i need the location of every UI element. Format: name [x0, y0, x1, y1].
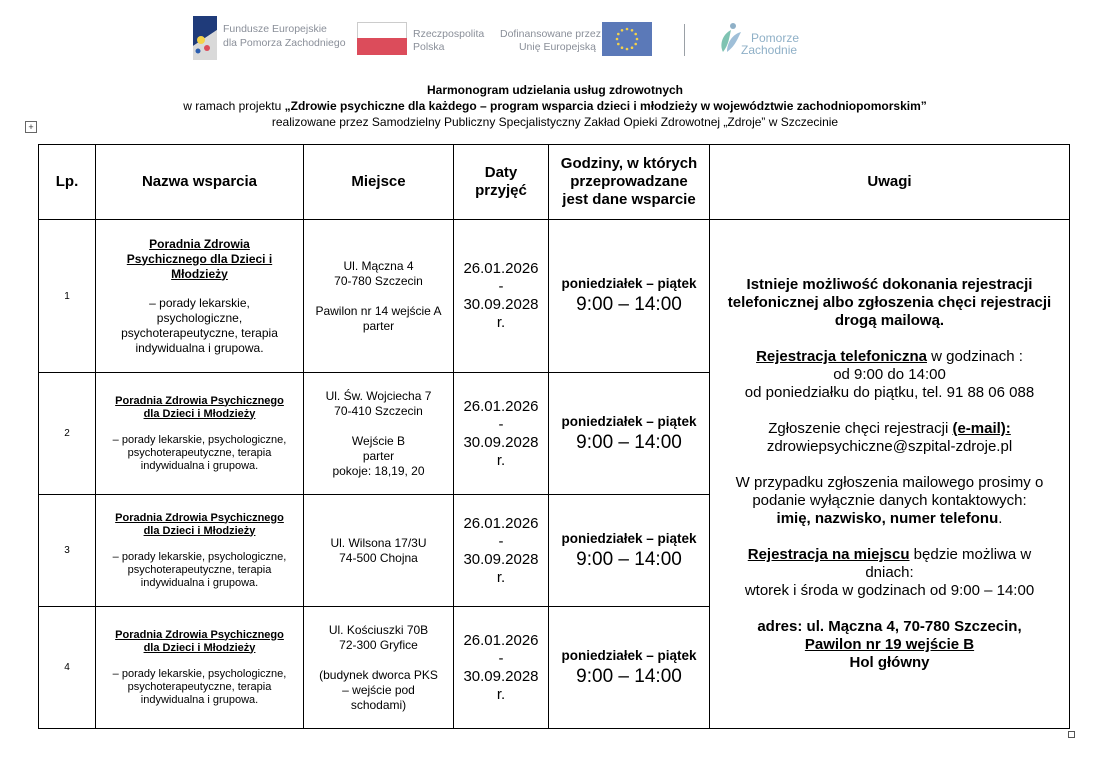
eu-flag-icon [602, 22, 652, 56]
place-line: (budynek dworca PKS [319, 667, 438, 682]
polish-flag-icon [357, 22, 407, 54]
weekdays: poniedziałek – piątek [561, 276, 697, 291]
clinic-name-line: dla Dzieci i Młodzieży [143, 641, 256, 654]
header-dates [454, 145, 549, 220]
hours-cell [549, 607, 710, 729]
date-start: 26.01.2026 [463, 631, 539, 649]
project-prefix: w ramach projektu [183, 99, 285, 113]
place-line: 74-500 Chojna [339, 550, 418, 565]
service-description-line: psychoterapeutyczne, terapia [127, 563, 272, 576]
date-end: 30.09.2028 [463, 550, 539, 568]
table-row [39, 220, 1070, 373]
fundusze-europejskie-mark-icon [193, 16, 217, 60]
place-line: pokoje: 18,19, 20 [332, 463, 425, 478]
place-cell [304, 373, 454, 495]
place-line: Ul. Św. Wojciecha 7 [325, 388, 432, 403]
place-cell [304, 607, 454, 729]
date-end: 30.09.2028 [463, 296, 539, 313]
hours-range: 9:00 – 14:00 [576, 431, 682, 453]
logo-divider [684, 24, 685, 56]
phone-registration-label: Rejestracja telefoniczna [756, 348, 927, 365]
row-number: 2 [39, 373, 96, 495]
header-name: Nazwa wsparcia [96, 145, 304, 220]
service-description-line: psychoterapeutyczne, terapia [127, 446, 272, 459]
place-line: Ul. Mączna 4 [343, 258, 414, 273]
date-start: 26.01.2026 [463, 514, 539, 532]
weekdays: poniedziałek – piątek [561, 647, 697, 663]
header-hours-line: jest dane wsparcie [562, 191, 696, 208]
onsite-registration-suffix: będzie możliwa w [909, 546, 1032, 563]
phone-registration-suffix: w godzinach : [927, 348, 1023, 365]
address-line: Hol główny [849, 654, 930, 671]
header-dates-line: przyjęć [475, 182, 527, 199]
clinic-name [100, 512, 299, 538]
support-name-cell [96, 220, 304, 373]
header-hours-line: Godziny, w których [560, 155, 698, 172]
service-description-line: – porady lekarskie, psychologiczne, [112, 667, 287, 680]
notes-intro-line: drogą mailową. [834, 312, 945, 329]
onsite-registration-heading [714, 546, 1065, 564]
fe-logo-line2: dla Pomorza Zachodniego [223, 37, 346, 49]
ue-logo-line2: Unię Europejską [518, 41, 596, 53]
support-name-cell [96, 607, 304, 729]
email-address[interactable]: zdrowiepsychiczne@szpital-zdroje.pl [766, 438, 1013, 455]
onsite-line: dniach: [865, 564, 914, 581]
date-start: 26.01.2026 [463, 260, 539, 277]
date-suffix: r. [496, 451, 506, 469]
email-note-line: W przypadku zgłoszenia mailowego prosimy o [735, 474, 1044, 491]
place-line: Ul. Kościuszki 70B [328, 622, 429, 637]
service-description-line: indywidualna i grupowa. [135, 340, 264, 355]
address-line: Pawilon nr 19 wejście B [804, 636, 975, 653]
table-resize-handle-icon[interactable] [1068, 731, 1075, 738]
service-description-line: – porady lekarskie, [149, 295, 250, 310]
row-number: 4 [39, 607, 96, 729]
hours-range: 9:00 – 14:00 [576, 665, 682, 687]
place-line: – wejście pod [342, 682, 415, 697]
header-lp: Lp. [39, 145, 96, 220]
place-line: parter [362, 448, 395, 463]
service-description [100, 551, 299, 590]
place-line: schodami) [350, 697, 407, 712]
phone-days: od poniedziałku do piątku, tel. 91 88 06 088 [744, 384, 1035, 401]
onsite-registration-label: Rejestracja na miejscu [747, 546, 910, 563]
rp-logo-line2: Polska [413, 41, 445, 53]
date-suffix: r. [496, 568, 506, 586]
date-separator: - [498, 532, 504, 550]
date-end: 30.09.2028 [463, 433, 539, 451]
place-line: 72-300 Gryfice [339, 637, 418, 652]
pz-logo-line2: Zachodnie [741, 43, 798, 57]
date-suffix: r. [496, 685, 506, 703]
service-description-line: psychoterapeutyczne, terapia [121, 325, 278, 340]
place-line: Pawilon nr 14 wejście A [315, 303, 442, 318]
ue-logo-line1: Dofinansowane przez [500, 28, 601, 40]
table-header-row [39, 145, 1070, 220]
pomorze-zachodnie-mark-icon [717, 22, 743, 56]
service-description-line: psychoterapeutyczne, terapia [127, 680, 272, 693]
email-registration-heading [714, 420, 1065, 438]
address-line: adres: ul. Mączna 4, 70-780 Szczecin, [757, 618, 1022, 635]
email-fields-line [714, 510, 1065, 528]
document-heading [0, 82, 1110, 130]
unia-europejska-logo [500, 22, 660, 62]
fe-logo-line1: Fundusze Europejskie [223, 23, 327, 35]
notes-intro-line: telefonicznej albo zgłoszenia chęci rejestracji [727, 294, 1052, 311]
clinic-name-line: Poradnia Zdrowia Psychicznego [115, 628, 284, 641]
header-dates-line: Daty [484, 164, 518, 181]
place-line: parter [362, 318, 395, 333]
clinic-name-line: Psychicznego dla Dzieci i [126, 251, 273, 266]
clinic-name [100, 237, 299, 282]
clinic-name-line: Poradnia Zdrowia [149, 236, 250, 251]
clinic-name-line: Poradnia Zdrowia Psychicznego [115, 511, 284, 524]
hours-cell [549, 495, 710, 607]
pomorze-zachodnie-logo [717, 22, 807, 62]
place-cell [304, 495, 454, 607]
place-line: 70-410 Szczecin [334, 403, 423, 418]
clinic-name [100, 395, 299, 421]
weekdays: poniedziałek – piątek [561, 413, 697, 429]
rp-logo-line1: Rzeczpospolita [413, 28, 485, 40]
clinic-name [100, 629, 299, 655]
logo-bar [0, 0, 1110, 70]
notes-intro [714, 276, 1065, 330]
date-start: 26.01.2026 [463, 397, 539, 415]
service-description [100, 434, 299, 473]
document-title: Harmonogram udzielania usług zdrowotnych [426, 83, 684, 97]
implementer-line: realizowane przez Samodzielny Publiczny Specjalistyczny Zakład Opieki Zdrowotnej „Zdroje” w Szczecinie [271, 115, 839, 129]
phone-hours: od 9:00 do 14:00 [833, 366, 946, 383]
hours-range: 9:00 – 14:00 [576, 548, 682, 570]
date-suffix: r. [496, 314, 506, 331]
schedule-table [38, 144, 1070, 729]
email-fields: imię, nazwisko, numer telefonu [776, 510, 999, 527]
phone-registration-heading [714, 348, 1065, 366]
project-name: „Zdrowie psychiczne dla każdego – program wsparcia dzieci i młodzieży w województwie zachodniopomorskim” [284, 99, 927, 113]
place-spacer [308, 419, 449, 434]
clinic-name-line: Młodzieży [171, 266, 228, 281]
support-name-cell [96, 495, 304, 607]
service-description-line: indywidualna i grupowa. [140, 459, 259, 472]
dates-cell [454, 373, 549, 495]
service-description [100, 668, 299, 707]
onsite-line: wtorek i środa w godzinach od 9:00 – 14:00 [744, 582, 1035, 599]
header-place: Miejsce [304, 145, 454, 220]
service-description-line: – porady lekarskie, psychologiczne, [112, 433, 287, 446]
notes-cell [710, 220, 1070, 729]
dates-cell [454, 220, 549, 373]
place-spacer [308, 653, 449, 668]
place-line: 70-780 Szczecin [334, 273, 423, 288]
place-line: Ul. Wilsona 17/3U [330, 535, 427, 550]
clinic-name-line: dla Dzieci i Młodzieży [143, 524, 256, 537]
date-end: 30.09.2028 [463, 667, 539, 685]
dates-cell [454, 495, 549, 607]
hours-cell [549, 220, 710, 373]
clinic-name-line: Poradnia Zdrowia Psychicznego [115, 394, 284, 407]
service-description-line: indywidualna i grupowa. [140, 693, 259, 706]
dates-cell [454, 607, 549, 729]
service-description-line: – porady lekarskie, psychologiczne, [112, 550, 287, 563]
pz-logo-line1: Pomorze [751, 31, 800, 45]
service-description-line: psychologiczne, [156, 310, 243, 325]
fundusze-europejskie-logo [193, 16, 346, 62]
date-separator: - [498, 415, 504, 433]
date-separator: - [498, 649, 504, 667]
email-fields-end: . [998, 510, 1003, 527]
place-spacer [308, 289, 449, 304]
row-number: 1 [39, 220, 96, 373]
header-hours [549, 145, 710, 220]
header-hours-line: przeprowadzane [570, 173, 688, 190]
rzeczpospolita-polska-logo [357, 22, 487, 58]
service-description [100, 296, 299, 356]
service-description-line: indywidualna i grupowa. [140, 576, 259, 589]
hours-cell [549, 373, 710, 495]
email-label: (e-mail): [952, 420, 1011, 437]
date-separator: - [498, 278, 504, 295]
notes-intro-line: Istnieje możliwość dokonania rejestracji [746, 276, 1033, 293]
clinic-name-line: dla Dzieci i Młodzieży [143, 407, 256, 420]
row-number: 3 [39, 495, 96, 607]
weekdays: poniedziałek – piątek [561, 530, 697, 546]
table-move-handle-icon[interactable]: + [25, 121, 37, 133]
project-line [0, 98, 1110, 114]
hours-range: 9:00 – 14:00 [576, 294, 682, 315]
header-notes: Uwagi [710, 145, 1070, 220]
place-line: Wejście B [351, 433, 406, 448]
email-prefix: Zgłoszenie chęci rejestracji [768, 420, 953, 437]
place-cell [304, 220, 454, 373]
email-note-line: podanie wyłącznie danych kontaktowych: [752, 492, 1027, 509]
support-name-cell [96, 373, 304, 495]
